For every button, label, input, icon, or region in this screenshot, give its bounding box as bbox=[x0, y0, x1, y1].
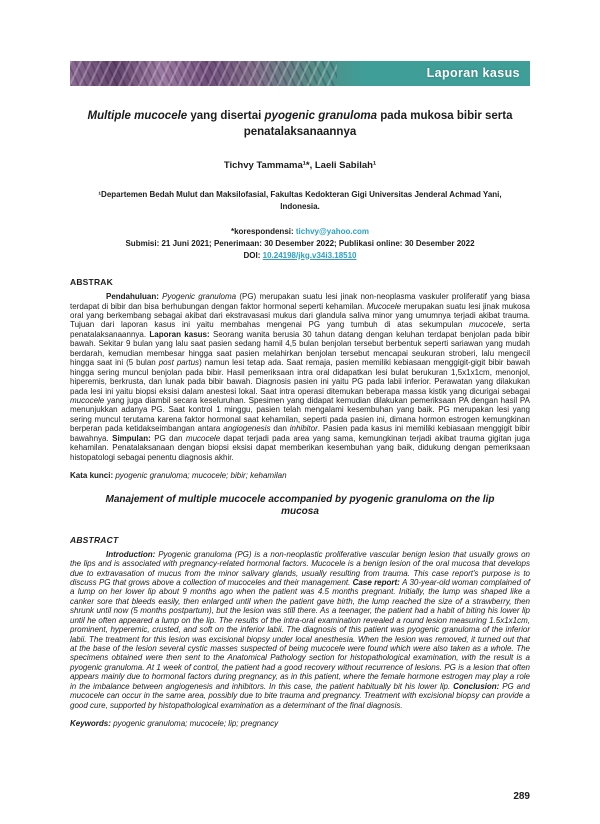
doi-link[interactable]: 10.24198/jkg.v34i3.18510 bbox=[262, 250, 357, 260]
article-meta bbox=[70, 226, 530, 261]
doi-line bbox=[70, 250, 530, 262]
page-content bbox=[70, 0, 530, 729]
abstrak-heading: ABSTRAK bbox=[70, 277, 113, 288]
doi-label: DOI: bbox=[243, 250, 263, 260]
keywords-line: Keywords: pyogenic granuloma; mucocele; lip; pregnancy bbox=[70, 719, 279, 729]
correspondence-label: *korespondensi: bbox=[230, 227, 296, 237]
authors: Tichvy Tammama¹*, Laeli Sabilah¹ bbox=[223, 160, 377, 172]
correspondence-line bbox=[70, 226, 530, 238]
article-type-label: Laporan kasus bbox=[426, 66, 520, 80]
article-type-banner bbox=[70, 61, 530, 86]
kata-kunci-line: Kata kunci: pyogenic granuloma; mucocele; bibir; kehamilan bbox=[70, 471, 287, 481]
article-title: Multiple mucocele yang disertai pyogenic granuloma pada mukosa bibir serta penatalaksanaannya bbox=[87, 110, 513, 139]
abstract-heading: ABSTRACT bbox=[70, 534, 119, 545]
page-number: 289 bbox=[513, 791, 530, 802]
correspondence-email-link[interactable]: tichvy@yahoo.com bbox=[295, 227, 370, 237]
abstract-paragraph: Introduction: Pyogenic granuloma (PG) is a non-neoplastic proliferative vascular benign lesion that usually grows on the lips and is associated with pregnancy-related hormonal factors. Mucocele is a benign lesion of the oral mucosa that develops due to extravasation of mucus from the minor salivary glands, usually resulting from trauma. This case report's purpose is to discuss PG that grows above a collection of mucoceles and their management. Case report: A 30-year-old woman complained of a lump on her lower lip about 9 months ago when the patient was 4.5 months pregnant. Initially, the lump was shaped like a canker sore that bleeds easily, then enlarged until when the patient gave birth, the lump reached the size of a strawberry, then shrunk until now (5 months postpartum), but the lesion was still there. As a teenager, the patient had a habit of biting his lower lip until he often appeared a lump on the lip. The results of the intra-oral examination revealed a round lesion measuring 1.5x1x1cm, prominent, hyperemic, crusted, and soft on the inferior labii. The diagnosis of this patient was pyogenic granuloma of the inferior labii. The treatment for this lesion was excisional biopsy under local anesthesia. When the lesion was removed, it turned out that at the base of the lesion several cystic masses suspected of being mucocele were found which were also taken as a whole. The specimens obtained were then sent to the Anatomical Pathology section for histopathological examination, with the result is a pyogenic granuloma. At 1 week of control, the patient had a good recovery without recurrence of lesions. PG is a lesion that often appears mainly due to hormonal factors during pregnancy, as in this patient, where the female hormone estrogen may play a role in the imbalance between angiogenesis and inhibitors. In this case, the patient habitually bit his lower lip. Conclusion: PG and mucocele can occur in the same area, possibly due to bite trauma and pregnancy. Treatment with excisional biopsy can provide a good cure, supported by histopathological examination as a determinant of the final diagnosis. bbox=[70, 549, 530, 710]
affiliation: ¹Departemen Bedah Mulut dan Maksilofasial, Fakultas Kedokteran Gigi Universitas Jenderal Achmad Yani, Indonesia. bbox=[98, 190, 502, 211]
english-abstract-section bbox=[70, 535, 530, 729]
submission-line: Submisi: 21 Juni 2021; Penerimaan: 30 Desember 2022; Publikasi online: 30 Desember 2022 bbox=[125, 238, 475, 248]
english-title: Manajement of multiple mucocele accompanied by pyogenic granuloma on the lip mucosa bbox=[105, 493, 495, 518]
abstrak-paragraph: Pendahuluan: Pyogenic granuloma (PG) merupakan suatu lesi jinak non-neoplasma vaskuler proliferatif yang biasa terdapat di bibir dan bisa berhubungan dengan faktor hormonal seperti kehamilan. Mucocele merupakan suatu lesi jinak mukosa oral yang berkembang sebagai akibat dari ekstravasasi mukus dari glandula saliva minor yang umumnya terjadi akibat trauma. Tujuan dari laporan kasus ini yaitu membahas mengenai PG yang tumbuh di atas sekumpulan mucocele, serta penatalaksanaannya. Laporan kasus: Seorang wanita berusia 30 tahun datang dengan keluhan terdapat benjolan pada bibir bawah. Sekitar 9 bulan yang lalu saat pasien sedang hamil 4,5 bulan benjolan tersebut berbentuk seperti sariawan yang mudah berdarah, kemudian membesar hingga saat pasien melahirkan benjolan tersebut mencapai seukuran stroberi, lalu mengecil hingga saat ini (5 bulan post partus) namun lesi tetap ada. Saat remaja, pasien memiliki kebiasaan menggigit-gigit bibir bawah hingga sering muncul benjolan pada bibir. Hasil pemeriksaan intra oral didapatkan lesi bulat berukuran 1,5x1x1cm, menonjol, hiperemis, berkrusta, dan lunak pada bibir bawah. Diagnosis pasien ini yaitu PG pada labii inferior. Perawatan yang dilakukan pada lesi ini yaitu biopsi eksisi dalam anestesi lokal. Saat intra operasi ditemukan beberapa massa kistik yang dicurigai sebagai mucocele yang juga diambil secara keseluruhan. Spesimen yang didapat kemudian dilakukan pemeriksaan PA dengan hasil PA menunjukkan adanya PG. Saat kontrol 1 minggu, pasien telah mengalami kesembuhan yang baik. PG merupakan lesi yang sering muncul terutama karena faktor hormonal saat kehamilan, seperti pada pasien ini, dimana hormon estrogen kemungkinan berperan pada ketidakseimbangan antara angiogenesis dan inhibitor. Pasien pada kasus ini memiliki kebiasaan menggigit bibir bawahnya. Simpulan: PG dan mucocele dapat terjadi pada area yang sama, kemungkinan terjadi akibat trauma gigitan juga kehamilan. Penatalaksanaan dengan biopsi eksisi dapat memberikan kesembuhan yang baik, didukung dengan pemeriksaan histopatologi sebagai penentu diagnosis akhir. bbox=[70, 292, 531, 462]
